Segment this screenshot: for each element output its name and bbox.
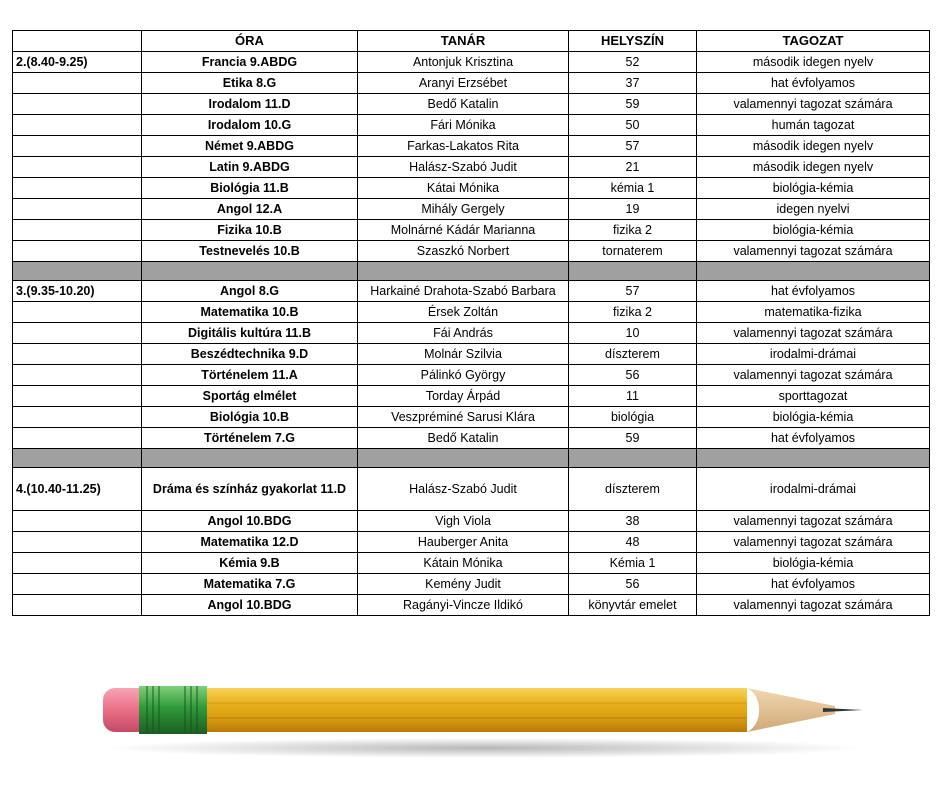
room-cell: 19 — [569, 199, 697, 220]
table-row — [13, 220, 930, 241]
separator-cell — [697, 449, 930, 468]
period-cell — [13, 302, 142, 323]
table-row — [13, 511, 930, 532]
separator-cell — [569, 449, 697, 468]
track-cell: valamennyi tagozat számára — [697, 532, 930, 553]
track-cell: valamennyi tagozat számára — [697, 595, 930, 616]
subject-cell: Irodalom 11.D — [142, 94, 358, 115]
subject-cell: Matematika 7.G — [142, 574, 358, 595]
room-cell: fizika 2 — [569, 302, 697, 323]
header-track: TAGOZAT — [697, 31, 930, 52]
subject-cell: Beszédtechnika 9.D — [142, 344, 358, 365]
track-cell: valamennyi tagozat számára — [697, 241, 930, 262]
table-row — [13, 344, 930, 365]
period-cell — [13, 178, 142, 199]
teacher-cell: Pálinkó György — [358, 365, 569, 386]
separator-cell — [697, 262, 930, 281]
teacher-cell: Szaszkó Norbert — [358, 241, 569, 262]
track-cell: sporttagozat — [697, 386, 930, 407]
room-cell: 57 — [569, 136, 697, 157]
subject-cell: Sportág elmélet — [142, 386, 358, 407]
teacher-cell: Halász-Szabó Judit — [358, 468, 569, 511]
table-row — [13, 52, 930, 73]
schedule-body — [13, 52, 930, 616]
period-cell: 2.(8.40-9.25) — [13, 52, 142, 73]
track-cell: idegen nyelvi — [697, 199, 930, 220]
period-cell — [13, 323, 142, 344]
room-cell: 10 — [569, 323, 697, 344]
teacher-cell: Kátain Mónika — [358, 553, 569, 574]
teacher-cell: Molnár Szilvia — [358, 344, 569, 365]
room-cell: 59 — [569, 94, 697, 115]
subject-cell: Kémia 9.B — [142, 553, 358, 574]
table-row — [13, 365, 930, 386]
period-cell — [13, 115, 142, 136]
teacher-cell: Kátai Mónika — [358, 178, 569, 199]
track-cell: biológia-kémia — [697, 178, 930, 199]
room-cell: 59 — [569, 428, 697, 449]
subject-cell: Matematika 10.B — [142, 302, 358, 323]
pencil-lead — [823, 708, 863, 712]
table-row — [13, 302, 930, 323]
track-cell: valamennyi tagozat számára — [697, 365, 930, 386]
period-cell — [13, 344, 142, 365]
track-cell: biológia-kémia — [697, 553, 930, 574]
track-cell: második idegen nyelv — [697, 52, 930, 73]
teacher-cell: Mihály Gergely — [358, 199, 569, 220]
table-row — [13, 199, 930, 220]
room-cell: tornaterem — [569, 241, 697, 262]
subject-cell: Fizika 10.B — [142, 220, 358, 241]
teacher-cell: Torday Árpád — [358, 386, 569, 407]
period-cell — [13, 94, 142, 115]
track-cell: irodalmi-drámai — [697, 468, 930, 511]
separator-cell — [13, 449, 142, 468]
table-row — [13, 595, 930, 616]
subject-cell: Biológia 10.B — [142, 407, 358, 428]
period-cell — [13, 574, 142, 595]
room-cell: 11 — [569, 386, 697, 407]
pencil-icon — [95, 670, 875, 770]
period-cell — [13, 220, 142, 241]
room-cell: biológia — [569, 407, 697, 428]
table-row — [13, 574, 930, 595]
teacher-cell: Hauberger Anita — [358, 532, 569, 553]
track-cell: második idegen nyelv — [697, 157, 930, 178]
teacher-cell: Bedő Katalin — [358, 94, 569, 115]
track-cell: hat évfolyamos — [697, 281, 930, 302]
subject-cell: Etika 8.G — [142, 73, 358, 94]
teacher-cell: Ragányi-Vincze Ildikó — [358, 595, 569, 616]
period-cell: 4.(10.40-11.25) — [13, 468, 142, 511]
room-cell: kémia 1 — [569, 178, 697, 199]
period-cell — [13, 511, 142, 532]
track-cell: matematika-fizika — [697, 302, 930, 323]
period-cell — [13, 407, 142, 428]
subject-cell: Történelem 7.G — [142, 428, 358, 449]
table-row — [13, 468, 930, 511]
header-period — [13, 31, 142, 52]
teacher-cell: Vigh Viola — [358, 511, 569, 532]
room-cell: 38 — [569, 511, 697, 532]
header-room: HELYSZÍN — [569, 31, 697, 52]
table-row — [13, 136, 930, 157]
separator-cell — [569, 262, 697, 281]
room-cell: 21 — [569, 157, 697, 178]
period-cell — [13, 136, 142, 157]
room-cell: 37 — [569, 73, 697, 94]
room-cell: 48 — [569, 532, 697, 553]
period-cell — [13, 365, 142, 386]
teacher-cell: Fári Mónika — [358, 115, 569, 136]
room-cell: 50 — [569, 115, 697, 136]
subject-cell: Angol 10.BDG — [142, 595, 358, 616]
teacher-cell: Harkainé Drahota-Szabó Barbara — [358, 281, 569, 302]
period-cell — [13, 532, 142, 553]
subject-cell: Dráma és színház gyakorlat 11.D — [142, 468, 358, 511]
table-row — [13, 178, 930, 199]
separator-cell — [358, 262, 569, 281]
subject-cell: Angol 10.BDG — [142, 511, 358, 532]
table-row — [13, 532, 930, 553]
subject-cell: Angol 12.A — [142, 199, 358, 220]
teacher-cell: Farkas-Lakatos Rita — [358, 136, 569, 157]
room-cell: fizika 2 — [569, 220, 697, 241]
teacher-cell: Veszpréminé Sarusi Klára — [358, 407, 569, 428]
header-teacher: TANÁR — [358, 31, 569, 52]
subject-cell: Biológia 11.B — [142, 178, 358, 199]
table-row — [13, 386, 930, 407]
teacher-cell: Aranyi Erzsébet — [358, 73, 569, 94]
room-cell: 52 — [569, 52, 697, 73]
table-row — [13, 115, 930, 136]
subject-cell: Történelem 11.A — [142, 365, 358, 386]
subject-cell: Testnevelés 10.B — [142, 241, 358, 262]
track-cell: irodalmi-drámai — [697, 344, 930, 365]
track-cell: valamennyi tagozat számára — [697, 94, 930, 115]
period-cell — [13, 199, 142, 220]
subject-cell: Digitális kultúra 11.B — [142, 323, 358, 344]
period-cell — [13, 428, 142, 449]
room-cell: 57 — [569, 281, 697, 302]
pencil-body — [207, 688, 747, 732]
separator-cell — [142, 449, 358, 468]
table-row — [13, 281, 930, 302]
separator-cell — [142, 262, 358, 281]
header-subject: ÓRA — [142, 31, 358, 52]
teacher-cell: Antonjuk Krisztina — [358, 52, 569, 73]
period-cell — [13, 157, 142, 178]
separator-row — [13, 262, 930, 281]
period-cell — [13, 73, 142, 94]
room-cell: könyvtár emelet — [569, 595, 697, 616]
pencil-shadow — [105, 738, 865, 758]
room-cell: 56 — [569, 365, 697, 386]
track-cell: biológia-kémia — [697, 407, 930, 428]
table-row — [13, 553, 930, 574]
period-cell — [13, 386, 142, 407]
track-cell: hat évfolyamos — [697, 73, 930, 94]
subject-cell: Angol 8.G — [142, 281, 358, 302]
table-row — [13, 157, 930, 178]
subject-cell: Matematika 12.D — [142, 532, 358, 553]
period-cell — [13, 241, 142, 262]
table-row — [13, 407, 930, 428]
table-row — [13, 94, 930, 115]
track-cell: hat évfolyamos — [697, 428, 930, 449]
table-row — [13, 73, 930, 94]
subject-cell: Latin 9.ABDG — [142, 157, 358, 178]
subject-cell: Irodalom 10.G — [142, 115, 358, 136]
pencil-illustration — [95, 670, 875, 770]
teacher-cell: Érsek Zoltán — [358, 302, 569, 323]
separator-cell — [358, 449, 569, 468]
teacher-cell: Fái András — [358, 323, 569, 344]
room-cell: Kémia 1 — [569, 553, 697, 574]
separator-row — [13, 449, 930, 468]
track-cell: valamennyi tagozat számára — [697, 511, 930, 532]
room-cell: 56 — [569, 574, 697, 595]
track-cell: biológia-kémia — [697, 220, 930, 241]
track-cell: második idegen nyelv — [697, 136, 930, 157]
room-cell: díszterem — [569, 468, 697, 511]
pencil-wood-tip — [747, 688, 835, 732]
period-cell — [13, 553, 142, 574]
header-row — [13, 31, 930, 52]
period-cell: 3.(9.35-10.20) — [13, 281, 142, 302]
table-row — [13, 241, 930, 262]
room-cell: díszterem — [569, 344, 697, 365]
subject-cell: Francia 9.ABDG — [142, 52, 358, 73]
track-cell: humán tagozat — [697, 115, 930, 136]
teacher-cell: Molnárné Kádár Marianna — [358, 220, 569, 241]
separator-cell — [13, 262, 142, 281]
teacher-cell: Kemény Judit — [358, 574, 569, 595]
subject-cell: Német 9.ABDG — [142, 136, 358, 157]
track-cell: valamennyi tagozat számára — [697, 323, 930, 344]
table-row — [13, 428, 930, 449]
period-cell — [13, 595, 142, 616]
teacher-cell: Halász-Szabó Judit — [358, 157, 569, 178]
teacher-cell: Bedő Katalin — [358, 428, 569, 449]
schedule-table — [12, 30, 930, 616]
table-row — [13, 323, 930, 344]
track-cell: hat évfolyamos — [697, 574, 930, 595]
